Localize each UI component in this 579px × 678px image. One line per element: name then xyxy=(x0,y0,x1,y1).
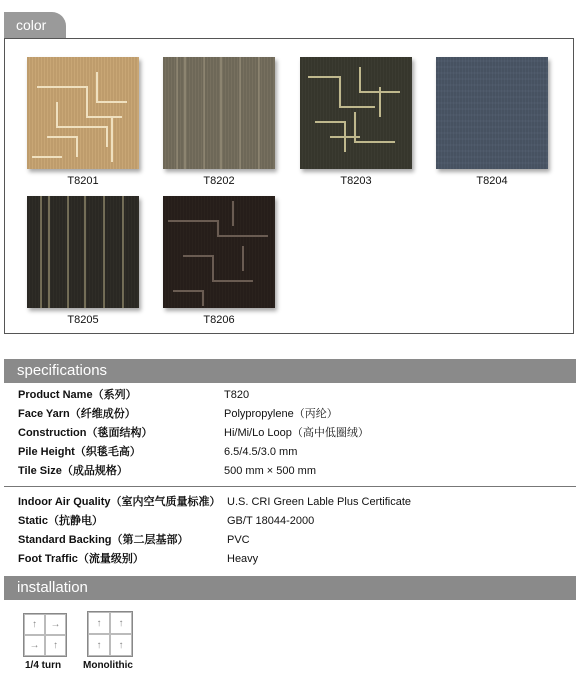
spec-value: Hi/Mi/Lo Loop（高中低圈绒） xyxy=(224,427,369,439)
swatch-label-t8203: T8203 xyxy=(340,175,372,187)
swatch-label-t8206: T8206 xyxy=(203,314,235,326)
monolithic-diagram xyxy=(87,611,133,657)
spec-label: Foot Traffic（流量级别） xyxy=(18,553,144,565)
spec-value: PVC xyxy=(227,534,250,546)
tile-texture xyxy=(300,57,412,169)
swatch-label-t8205: T8205 xyxy=(67,314,99,326)
swatch-t8201[interactable] xyxy=(27,57,139,169)
spec-label: Pile Height（织毯毛高） xyxy=(18,446,141,458)
spec-label: Static（抗静电） xyxy=(18,515,103,527)
spec-value: Heavy xyxy=(227,553,259,565)
swatch-t8203[interactable] xyxy=(300,57,412,169)
spec-label: Standard Backing（第二层基部） xyxy=(18,534,189,546)
specifications-header: specifications xyxy=(4,359,576,383)
spec-divider xyxy=(4,486,576,487)
spec-value: 6.5/4.5/3.0 mm xyxy=(224,446,298,458)
arrow-up-icon: ↑ xyxy=(24,614,45,635)
spec-value: 500 mm × 500 mm xyxy=(224,465,317,477)
spec-value: U.S. CRI Green Lable Plus Certificate xyxy=(227,496,412,508)
arrow-up-icon: ↑ xyxy=(88,612,110,634)
swatch-label-t8201: T8201 xyxy=(67,175,99,187)
swatch-label-t8204: T8204 xyxy=(476,175,508,187)
spec-label: Product Name（系列） xyxy=(18,389,137,401)
installation-header: installation xyxy=(4,576,576,600)
spec-label: Face Yarn（纤维成份） xyxy=(18,408,136,420)
quarter-turn-diagram xyxy=(23,613,67,657)
arrow-up-icon: ↑ xyxy=(88,634,110,656)
arrow-up-icon: ↑ xyxy=(45,635,66,656)
arrow-up-icon: ↑ xyxy=(110,612,132,634)
spec-label: Construction（毯面结构） xyxy=(18,427,153,439)
spec-value: T820 xyxy=(224,389,250,401)
swatch-t8202[interactable] xyxy=(163,57,275,169)
spec-label: Tile Size（成品规格） xyxy=(18,465,128,477)
swatch-label-t8202: T8202 xyxy=(203,175,235,187)
arrow-right-icon: → xyxy=(24,635,45,656)
arrow-up-icon: ↑ xyxy=(110,634,132,656)
tile-texture xyxy=(27,196,139,308)
monolithic-label: Monolithic xyxy=(83,660,133,671)
spec-label: Indoor Air Quality（室内空气质量标准） xyxy=(18,496,221,508)
spec-value: GB/T 18044-2000 xyxy=(227,515,315,527)
tile-texture xyxy=(163,196,275,308)
arrow-right-icon: → xyxy=(45,614,66,635)
tile-texture xyxy=(163,57,275,169)
color-section-tab: color xyxy=(4,12,66,38)
spec-value: Polypropylene（丙纶） xyxy=(224,408,338,420)
quarter-turn-label: 1/4 turn xyxy=(25,660,62,671)
swatch-t8206[interactable] xyxy=(163,196,275,308)
tile-texture xyxy=(27,57,139,169)
tile-texture xyxy=(436,57,548,169)
swatch-t8204[interactable] xyxy=(436,57,548,169)
swatch-t8205[interactable] xyxy=(27,196,139,308)
